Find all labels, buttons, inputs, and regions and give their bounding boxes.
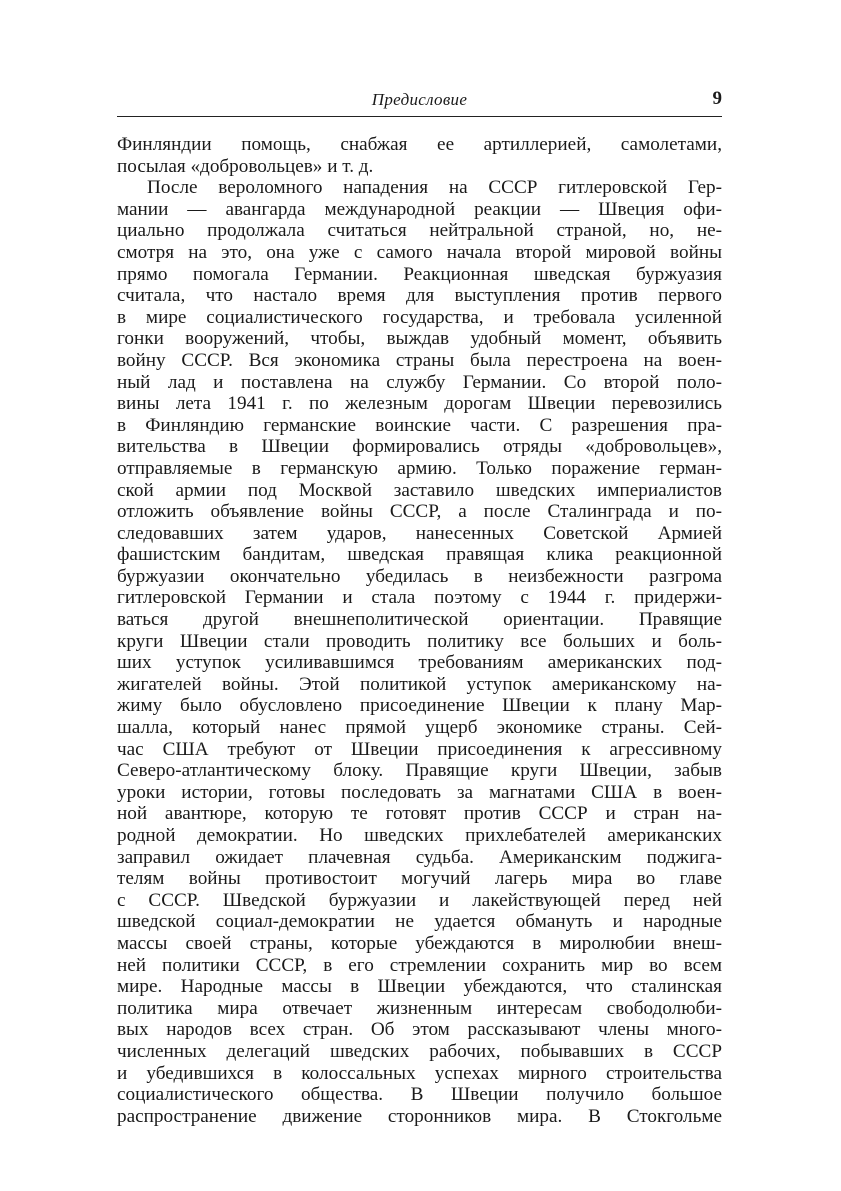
text-line: ваться другой внешнеполитической ориентации. Правящие	[117, 609, 722, 631]
text-line: смотря на это, она уже с самого начала второй мировой войны	[117, 241, 722, 263]
page-number: 9	[712, 88, 722, 109]
text-line: буржуазии окончательно убедилась в неизбежности разгрома	[117, 565, 722, 587]
text-line: ный лад и поставлена на службу Германии. Со второй поло-	[117, 371, 722, 393]
text-line: ших уступок усиливавшимся требованиям американских под-	[117, 652, 722, 674]
text-line: вых народов всех стран. Об этом рассказывают члены много-	[117, 1019, 722, 1041]
text-line: жиму было обусловлено присоединение Швеции к плану Мар-	[117, 695, 722, 717]
text-line: фашистским бандитам, шведская правящая клика реакционной	[117, 544, 722, 566]
text-line: ной авантюре, которую те готовят против СССР и стран на-	[117, 803, 722, 825]
text-line: вины лета 1941 г. по железным дорогам Швеции перевозились	[117, 393, 722, 415]
text-line: в мире социалистического государства, и требовала усиленной	[117, 306, 722, 328]
text-line: вительства в Швеции формировались отряды «добровольцев»,	[117, 436, 722, 458]
text-line: распространение движение сторонников мира. В Стокгольме	[117, 1105, 722, 1127]
text-line: ней политики СССР, в его стремлении сохранить мир во всем	[117, 954, 722, 976]
text-line: Северо-атлантическому блоку. Правящие круги Швеции, забыв	[117, 760, 722, 782]
text-line: посылая «добровольцев» и т. д.	[117, 155, 374, 177]
text-line: Финляндии помощь, снабжая ее артиллерией, самолетами,	[117, 134, 722, 155]
text-line: уроки истории, готовы последовать за магнатами США в воен-	[117, 781, 722, 803]
text-line: циально продолжала считаться нейтральной страной, но, не-	[117, 220, 722, 242]
text-line: войну СССР. Вся экономика страны была перестроена на воен-	[117, 349, 722, 371]
body-text	[117, 134, 722, 1127]
text-line: политика мира отвечает жизненным интересам свободолюби-	[117, 997, 722, 1019]
text-line: телям войны противостоит могучий лагерь мира во главе	[117, 868, 722, 890]
running-head	[117, 88, 722, 112]
text-line: мире. Народные массы в Швеции убеждаются, что сталинская	[117, 976, 722, 998]
text-line: заправил ожидает плачевная судьба. Американским поджига-	[117, 846, 722, 868]
text-line: родной демократии. Но шведских прихлебателей американских	[117, 825, 722, 846]
text-line: жигателей войны. Этой политикой уступок американскому на-	[117, 673, 722, 695]
text-line: шведской социал-демократии не удается обмануть и народные	[117, 911, 722, 933]
text-line: социалистического общества. В Швеции получило большое	[117, 1084, 722, 1106]
text-line: и убедившихся в колоссальных успехах мирного строительства	[117, 1062, 722, 1084]
text-line: После вероломного нападения на СССР гитлеровской Гер-	[147, 177, 722, 199]
text-line: гонки вооружений, чтобы, выждав удобный момент, объявить	[117, 328, 722, 350]
text-line: численных делегаций шведских рабочих, побывавших в СССР	[117, 1040, 722, 1062]
header-rule	[117, 116, 722, 117]
paragraph	[117, 177, 722, 1127]
text-line: отправляемые в германскую армию. Только поражение герман-	[117, 457, 722, 479]
text-line: следовавших затем ударов, нанесенных Советской Армией	[117, 522, 722, 544]
text-line: отложить объявление войны СССР, а после Сталинграда и по-	[117, 501, 722, 523]
text-line: час США требуют от Швеции присоединения к агрессивному	[117, 738, 722, 760]
text-line: гитлеровской Германии и стала поэтому с 1944 г. придержи-	[117, 587, 722, 609]
text-line: считала, что настало время для выступления против первого	[117, 285, 722, 307]
text-line: шалла, который нанес прямой ущерб экономике страны. Сей-	[117, 717, 722, 739]
text-line: прямо помогала Германии. Реакционная шведская буржуазия	[117, 263, 722, 285]
text-line: мании — авангарда международной реакции — Швеция офи-	[117, 198, 722, 220]
paragraph	[117, 134, 722, 177]
running-title: Предисловие	[371, 90, 468, 109]
text-line: в Финляндию германские воинские части. С разрешения пра-	[117, 414, 722, 436]
text-line: с СССР. Шведской буржуазии и лакействующей перед ней	[117, 889, 722, 911]
text-line: ской армии под Москвой заставило шведских империалистов	[117, 479, 722, 501]
text-line: массы своей страны, которые убеждаются в миролюбии внеш-	[117, 932, 722, 954]
text-line: круги Швеции стали проводить политику все больших и боль-	[117, 630, 722, 652]
